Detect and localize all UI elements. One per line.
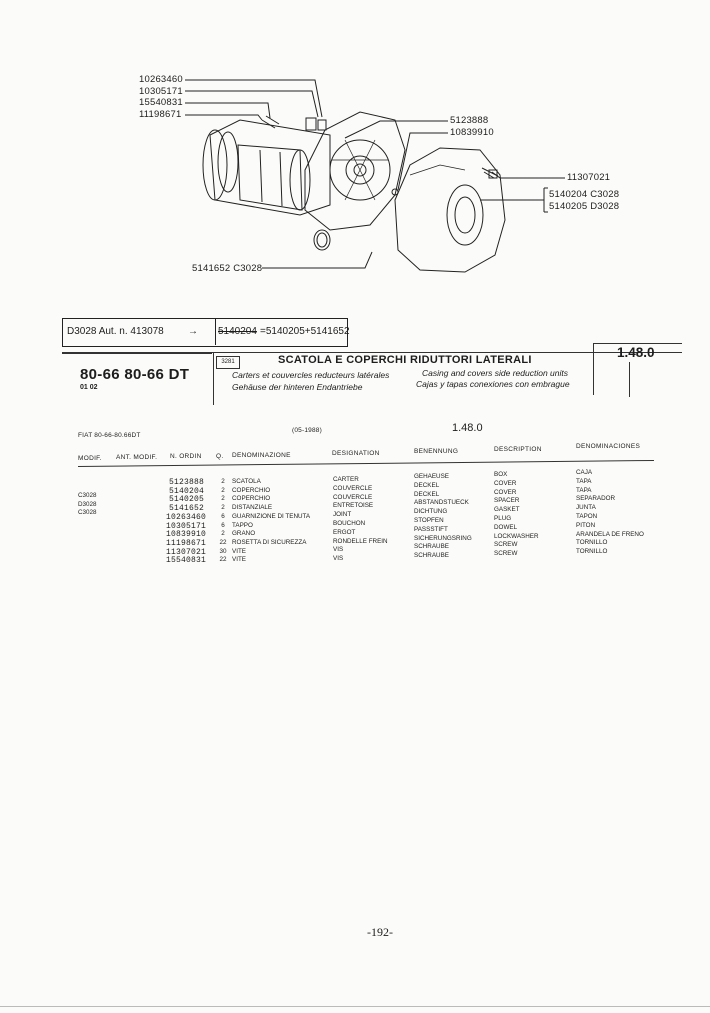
scan-edge: [0, 1006, 710, 1007]
callout-11198671: 11198671: [139, 109, 182, 120]
table-cell-es: TORNILLO: [576, 548, 608, 556]
table-cell-part: 5123888: [168, 478, 204, 487]
table-cell-en: PLUG: [494, 515, 512, 522]
table-cell-en: COVER: [494, 479, 517, 487]
header-divider: [213, 353, 214, 405]
table-cell-fr: CARTER: [333, 476, 359, 483]
authorization-number: D3028 Aut. n. 413078: [67, 326, 164, 337]
model-name: 80-66 80-66 DT: [80, 366, 190, 383]
table-cell-modif: C3028: [78, 492, 97, 499]
table-cell-part: 5141652: [168, 504, 204, 514]
table-cell-modif: D3028: [78, 500, 97, 508]
table-cell-part: 5140205: [168, 495, 204, 505]
table-cell-it: COPERCHIO: [232, 495, 271, 503]
table-cell-part: 10305171: [166, 521, 207, 531]
page-ref-tick: [629, 362, 630, 397]
table-cell-de: SICHERUNGSRING: [414, 534, 472, 542]
table-cell-qty: 2: [221, 478, 225, 485]
table-cell-part: 10263460: [166, 512, 207, 522]
table-cell-part: 10839910: [166, 530, 207, 540]
col-modif: MODIF.: [78, 455, 102, 462]
table-cell-qty: 6: [221, 512, 225, 520]
table-date-ref: (05-1988): [292, 427, 322, 434]
table-cell-de: DECKEL: [414, 490, 440, 498]
table-cell-en: DOWEL: [494, 523, 518, 531]
table-cell-qty: 2: [221, 504, 225, 512]
page-title: SCATOLA E COPERCHI RIDUTTORI LATERALI: [278, 354, 532, 366]
callout-5140205: 5140205 D3028: [549, 201, 620, 212]
table-cell-en: LOCKWASHER: [494, 532, 539, 540]
replacement-parts: =5140205+5141652: [260, 326, 350, 337]
table-cell-es: SEPARADOR: [576, 495, 616, 503]
col-description: DESCRIPTION: [494, 446, 542, 453]
col-qty: Q.: [216, 453, 224, 460]
callout-10839910: 10839910: [450, 127, 494, 138]
callout-11307021: 11307021: [567, 172, 611, 183]
col-denominazione: DENOMINAZIONE: [232, 452, 291, 459]
callout-5141652: 5141652 C3028: [192, 263, 263, 274]
table-cell-de: ABSTANDSTUECK: [414, 499, 469, 507]
table-cell-es: TAPA: [576, 477, 592, 485]
table-cell-fr: JOINT: [333, 511, 352, 519]
table-cell-es: TAPON: [576, 513, 598, 520]
callout-5123888: 5123888: [450, 115, 489, 126]
table-cell-de: DECKEL: [414, 481, 440, 489]
header-rule-thick: [62, 353, 212, 354]
table-cell-it: SCATOLA: [232, 478, 261, 485]
table-section: 1.48.0: [452, 422, 483, 434]
table-cell-de: PASSSTIFT: [414, 525, 448, 533]
table-cell-en: BOX: [494, 471, 508, 478]
callout-10263460: 10263460: [139, 74, 183, 85]
authorization-divider: [215, 318, 216, 345]
title-french: Carters et couvercles reducteurs latérales: [232, 370, 390, 380]
col-denominaciones: DENOMINACIONES: [576, 443, 641, 450]
callout-10305171: 10305171: [139, 86, 183, 97]
table-cell-de: SCHRAUBE: [414, 543, 449, 551]
callout-5140204: 5140204 C3028: [549, 189, 620, 200]
table-cell-qty: 22: [219, 556, 227, 564]
title-english: Casing and covers side reduction units: [422, 368, 568, 378]
table-cell-part: 11307021: [166, 547, 207, 557]
group-code-box: 3281: [216, 356, 240, 369]
arrow-right-icon: →: [188, 326, 198, 337]
page-reference: 1.48.0: [617, 345, 655, 360]
table-cell-part: 15540831: [166, 556, 207, 566]
table-cell-it: VITE: [232, 556, 246, 564]
table-cell-en: COVER: [494, 488, 517, 496]
table-cell-en: SPACER: [494, 497, 520, 505]
title-spanish: Cajas y tapas conexiones con embrague: [416, 379, 570, 389]
table-cell-it: VITE: [232, 547, 246, 555]
table-cell-it: TAPPO: [232, 521, 253, 529]
table-cell-it: GRANO: [232, 530, 256, 538]
table-cell-es: TORNILLO: [576, 539, 608, 547]
table-cell-fr: ENTRETOISE: [333, 502, 374, 510]
table-cell-fr: COUVERCLE: [333, 484, 373, 492]
col-designation: DESIGNATION: [332, 450, 380, 457]
table-cell-fr: ERGOT: [333, 528, 356, 536]
col-ant-modif: ANT. MODIF.: [116, 454, 158, 461]
table-cell-de: SCHRAUBE: [414, 552, 449, 560]
table-cell-de: GEHAEUSE: [414, 473, 449, 480]
table-cell-es: JUNTA: [576, 504, 596, 512]
table-cell-es: PITON: [576, 521, 596, 529]
table-cell-en: SCREW: [494, 550, 518, 558]
table-cell-de: STOPFEN: [414, 517, 444, 524]
table-cell-en: GASKET: [494, 506, 520, 514]
table-cell-part: 5140204: [168, 486, 204, 496]
table-cell-qty: 2: [221, 530, 225, 538]
table-cell-es: TAPA: [576, 486, 592, 494]
table-cell-qty: 2: [221, 486, 225, 494]
table-cell-qty: 30: [219, 547, 227, 555]
page-number: -192-: [367, 925, 393, 939]
table-cell-qty: 22: [219, 538, 227, 546]
col-benennung: BENENNUNG: [414, 448, 459, 455]
table-cell-es: CAJA: [576, 469, 593, 476]
table-cell-en: SCREW: [494, 541, 518, 549]
table-cell-qty: 6: [221, 521, 225, 529]
table-cell-it: ROSETTA DI SICUREZZA: [232, 538, 307, 546]
col-n-ordin: N. ORDIN: [170, 453, 202, 460]
table-cell-qty: 2: [221, 495, 225, 503]
table-cell-part: 11198671: [166, 538, 207, 548]
callout-15540831: 15540831: [139, 97, 183, 108]
exploded-parts-diagram: [0, 0, 710, 300]
table-cell-it: COPERCHIO: [232, 486, 271, 494]
struck-part-number: 5140204: [218, 326, 257, 337]
table-cell-fr: COUVERCLE: [333, 493, 373, 501]
table-header-rule: [78, 460, 654, 467]
title-german: Gehäuse der hinteren Endantriebe: [232, 382, 363, 392]
table-cell-fr: VIS: [333, 555, 344, 563]
table-cell-de: DICHTUNG: [414, 508, 448, 516]
table-cell-fr: BOUCHON: [333, 520, 366, 527]
table-cell-modif: C3028: [78, 509, 97, 516]
table-cell-fr: RONDELLE FREIN: [333, 537, 388, 545]
table-cell-it: DISTANZIALE: [232, 504, 273, 512]
page-ref-divider: [593, 343, 594, 395]
table-model-ref: FIAT 80-66-80.66DT: [78, 432, 141, 439]
page-ref-rule: [594, 343, 682, 344]
table-cell-fr: VIS: [333, 546, 344, 554]
table-cell-es: ARANDELA DE FRENO: [576, 530, 644, 538]
table-cell-it: GUARNIZIONE DI TENUTA: [232, 512, 311, 520]
model-sub: 01 02: [80, 384, 98, 391]
